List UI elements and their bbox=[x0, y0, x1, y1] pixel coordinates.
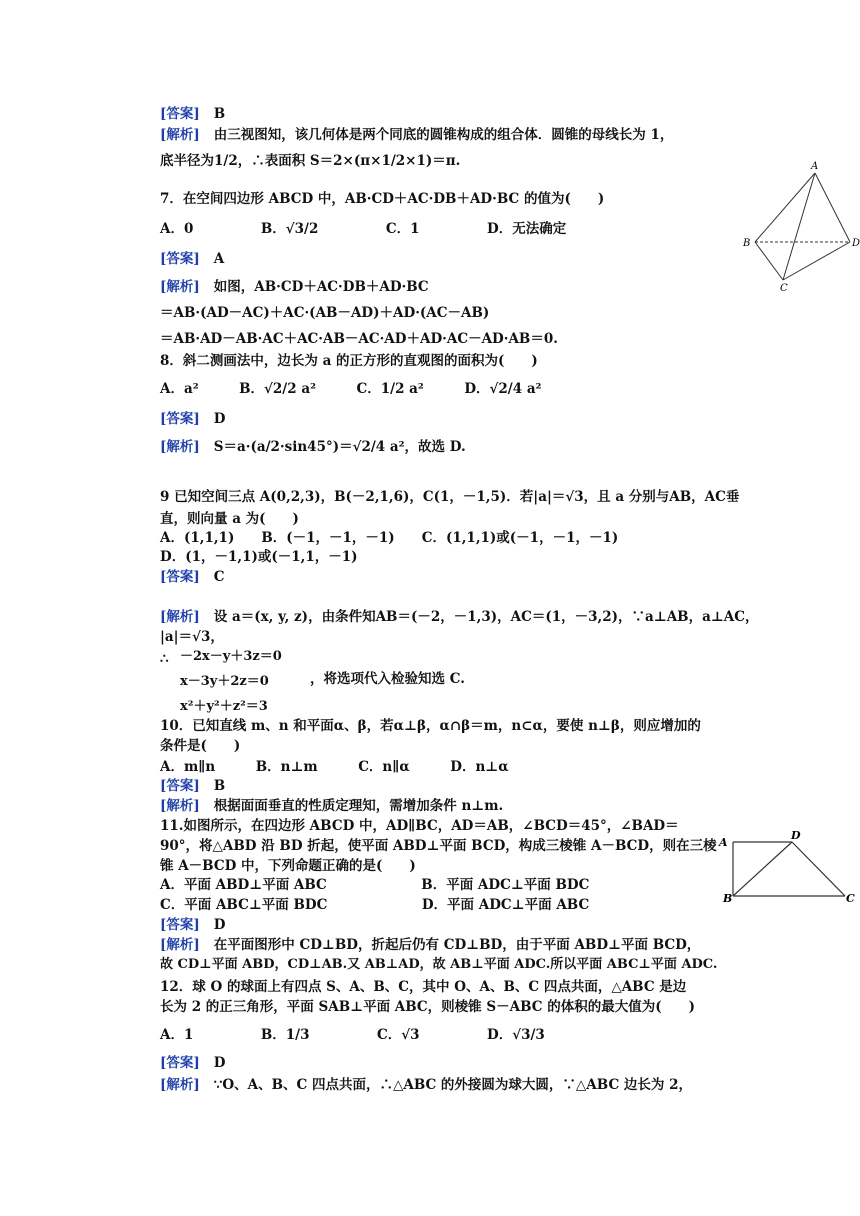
question-9: 9 已知空间三点 A(0,2,3)，B(－2,1,6)，C(1，－1,5)．若|a|＝√3，且 a 分别与AB，AC垂 bbox=[160, 489, 740, 505]
answer-value: A bbox=[213, 251, 225, 267]
edge-ac bbox=[783, 173, 815, 280]
system-brace: ∴ bbox=[160, 651, 169, 667]
vertex-c-label: C bbox=[780, 283, 788, 293]
analysis-7-step-2: ＝AB·(AD－AC)＋AC·(AB－AD)＋AD·(AC－AB) bbox=[160, 305, 490, 321]
question-8-options: A．a² B．√2/2 a² C．1/2 a² D．√2/4 a² bbox=[160, 381, 542, 397]
question-10: 10．已知直线 m、n 和平面α、β，若α⊥β，α∩β＝m，n⊂α，要使 n⊥β，则应增加的 bbox=[160, 718, 701, 734]
edge-ab bbox=[755, 173, 815, 242]
analysis-line-6b: 底半径为1/2，∴表面积 S＝2×(π×1/2×1)＝π. bbox=[160, 153, 461, 169]
question-11: 11.如图所示，在四边形 ABCD 中，AD∥BC，AD＝AB，∠BCD＝45°，∠BAD＝ bbox=[160, 818, 679, 834]
vertex-c-label: C bbox=[846, 892, 855, 905]
vertex-d-label: D bbox=[852, 238, 860, 249]
quadrilateral-figure bbox=[715, 826, 860, 906]
analysis-7-step-3: ＝AB·AD－AB·AC＋AC·AB－AC·AD＋AD·AC－AD·AB＝0. bbox=[160, 331, 558, 347]
answer-line-6 bbox=[160, 105, 740, 123]
question-8: 8．斜二测画法中，边长为 a 的正方形的直观图的面积为( ) bbox=[160, 353, 538, 369]
answer-value: B bbox=[213, 106, 226, 122]
vertex-b-label: B bbox=[743, 238, 751, 249]
analysis-tag: [解析] bbox=[160, 127, 200, 143]
edge-bc bbox=[755, 242, 783, 280]
vertex-b-label: B bbox=[723, 892, 733, 905]
question-7-options: A．0 B．√3/2 C．1 D．无法确定 bbox=[160, 221, 567, 237]
edge-ad bbox=[815, 173, 850, 242]
document-page: [答案] B [解析] 由三视图知，该几何体是两个同底的圆锥构成的组合体．圆锥的母线长为 1， 底半径为1/2，∴表面积 S＝2×(π×1/2×1)＝π. 7．在空间四边形 ABCD 中，AB·CD＋AC·DB＋AD·BC 的值为( ) A．0 B．√3/2 C．1 D．无法确定 [答案] A [解析] 如图，AB·CD＋AC·DB＋AD·BC ＝AB·(AD－AC)＋AC·(AB－AD)＋AD·(AC－AB) ＝AB·AD－AB·AC＋AC·AB－AC·AD＋AD·AC－AD·AB＝0. 8．斜二测画法中，边长为 a 的正方形的直观图的面积为( ) A．a² B．√2/2 a² C．1/2 a² D．√2/4 a² [答案] D [解析] S＝a·(a/2·sin45°)＝√2/4 a²，故选 D. 9 已知空间三点 A(0,2,3)，B(－2,1,6)，C(1，－1,5)．若|a|＝√3，且 a 分别与AB，AC垂 直，则向量 a 为( ) A．(1,1,1) B．(－1，－1，－1) C．(1,1,1)或(－1，－1，－1) D．(1，－1,1)或(－1,1，－1) [答案] C [解析] 设 a＝(x, y, z)，由条件知AB＝(－2，－1,3)，AC＝(1，－3,2)，∵a⊥AB，a⊥AC， |a|＝√3， ∴ －2x－y＋3z＝0 x－3y＋2z＝0 x²＋y²＋z²＝3 ，将选项代入检验知选 C. 10．已知直线 m、n 和平面α、β，若α⊥β，α∩β＝m，n⊂α，要使 n⊥β，则应增加的 条件是( ) A．m∥n B．n⊥m C．n∥α D．n⊥α [答案] B [解析] 根据面面垂直的性质定理知，需增加条件 n⊥m. 11.如图所示，在四边形 ABCD 中，AD∥BC，AD＝AB，∠BCD＝45°，∠BAD＝ 90°，将△ABD 沿 BD 折起，使平面 ABD⊥平面 BCD，构成三棱锥 A－BCD，则在三棱 锥 A－BCD 中，下列命题正确的是( ) A．平面 ABD⊥平面 ABC B．平面 ADC⊥平面 BDC C．平面 ABC⊥平面 BDC D．平面 ADC⊥平面 ABC [答案] D [解析] 在平面图形中 CD⊥BD，折起后仍有 CD⊥BD，由于平面 ABD⊥平面 BCD， 故 CD⊥平面 ABD，CD⊥AB.又 AB⊥AD，故 AB⊥平面 ADC.所以平面 ABC⊥平面 ADC. 12．球 O 的球面上有四点 S、A、B、C，其中 O、A、B、C 四点共面，△ABC 是边 长为 2 的正三角形，平面 SAB⊥平面 ABC，则棱锥 S－ABC 的体积的最大值为( ) A．1 B．1/3 C．√3 D．√3/3 [答案] D [解析] ∵O、A、B、C 四点共面，∴△ABC 的外接圆为球大圆，∵△ABC 边长为 2， A B C D A D B C bbox=[160, 106, 860, 1093]
answer-tag: [答案] bbox=[160, 106, 200, 122]
question-7: 7．在空间四边形 ABCD 中，AB·CD＋AC·DB＋AD·BC 的值为( ) bbox=[160, 191, 605, 207]
diagonal-bd bbox=[733, 842, 792, 896]
tetrahedron-figure bbox=[735, 158, 860, 293]
question-12: 12．球 O 的球面上有四点 S、A、B、C，其中 O、A、B、C 四点共面，△ABC 是边 bbox=[160, 979, 687, 995]
analysis-line-6: [解析] 由三视图知，该几何体是两个同底的圆锥构成的组合体．圆锥的母线长为 1， bbox=[160, 127, 674, 143]
vertex-a-label: A bbox=[811, 161, 819, 172]
side-dc bbox=[792, 842, 845, 896]
vertex-d-label: D bbox=[791, 829, 801, 842]
vertex-a-label: A bbox=[719, 836, 728, 849]
